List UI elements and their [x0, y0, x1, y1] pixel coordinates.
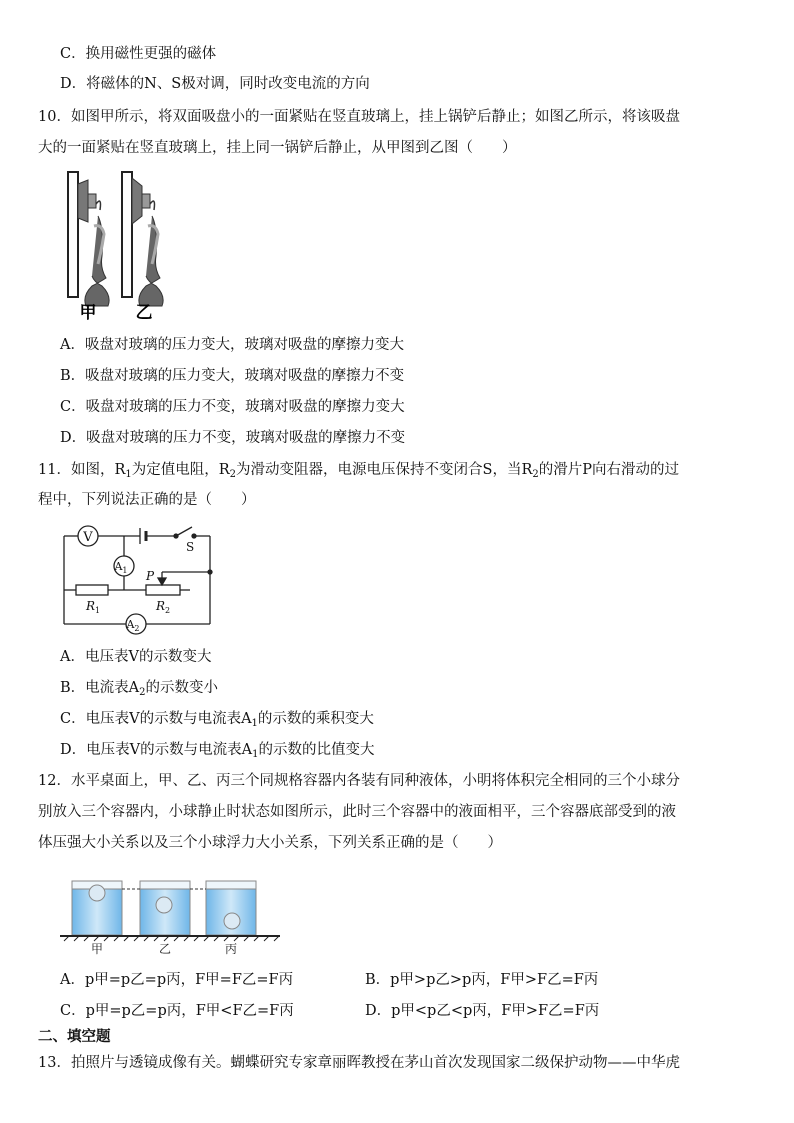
q12-option-b: B．p甲>p乙>p丙，F甲>F乙=F丙 [365, 972, 599, 988]
q10-figure-suction-cup [60, 164, 180, 326]
circuit-voltmeter-label: V [83, 530, 93, 545]
q10-stem-line2: 大的一面紧贴在竖直玻璃上，挂上同一锅铲后静止，从甲图到乙图（ ） [38, 140, 517, 156]
q11-circuit-diagram [58, 520, 218, 638]
q11-option-b: B．电流表$A_2$的示数变小 [60, 680, 219, 698]
circuit-r2-label: $R_2$ [156, 599, 171, 615]
q11-stem-line1: 11．如图，$R_1$为定值电阻，$R_2$为滑动变阻器，电源电压保持不变闭合S，当$R_2$的滑片P向右滑动的过 [38, 462, 680, 480]
q12-fig-label-bing: 丙 [224, 942, 238, 955]
q9-option-c: C．换用磁性更强的磁体 [60, 46, 217, 62]
q10-fig-label-yi: 乙 [135, 303, 153, 323]
q12-fig-label-jia: 甲 [90, 942, 104, 955]
circuit-switch-label: S [186, 540, 195, 554]
q11-stem-line2: 程中，下列说法正确的是（ ） [38, 492, 256, 508]
q12-stem-line3: 体压强大小关系以及三个小球浮力大小关系，下列关系正确的是（ ） [38, 835, 502, 851]
q10-option-a: A．吸盘对玻璃的压力变大，玻璃对吸盘的摩擦力变大 [60, 337, 404, 353]
q12-stem-line2: 别放入三个容器内，小球静止时状态如图所示，此时三个容器中的液面相平，三个容器底部受到的液 [38, 804, 676, 820]
q9-option-d: D．将磁体的N、S极对调，同时改变电流的方向 [60, 76, 370, 92]
circuit-r1-label: $R_1$ [86, 599, 101, 615]
q11-option-a: A．电压表V的示数变大 [60, 649, 212, 665]
q12-figure-containers [60, 875, 280, 955]
q13-stem-line1: 13．拍照片与透镜成像有关。蝴蝶研究专家章丽晖教授在茅山首次发现国家二级保护动物——中华虎 [38, 1055, 680, 1071]
q12-fig-label-yi: 乙 [158, 942, 172, 955]
q11-option-c: C．电压表V的示数与电流表$A_1$的示数的乘积变大 [60, 711, 374, 729]
circuit-ammeter-a1-label: $A_1$ [114, 560, 128, 575]
q10-stem-line1: 10．如图甲所示，将双面吸盘小的一面紧贴在竖直玻璃上，挂上锅铲后静止；如图乙所示，将该吸盘 [38, 109, 680, 125]
q12-option-c: C．p甲=p乙=p丙，F甲<F乙=F丙 [60, 1003, 294, 1019]
circuit-ammeter-a2-label: $A_2$ [126, 618, 140, 633]
q12-option-d: D．p甲<p乙<p丙，F甲>F乙=F丙 [365, 1003, 600, 1019]
q12-stem-line1: 12．水平桌面上，甲、乙、丙三个同规格容器内各装有同种液体，小明将体积完全相同的三个小球分 [38, 773, 680, 789]
q11-option-d: D．电压表V的示数与电流表$A_1$的示数的比值变大 [60, 742, 375, 760]
q10-option-c: C．吸盘对玻璃的压力不变，玻璃对吸盘的摩擦力变大 [60, 399, 405, 415]
section-title-fill-in: 二、填空题 [38, 1029, 111, 1045]
q10-fig-label-jia: 甲 [79, 303, 97, 323]
q12-option-a: A．p甲=p乙=p丙，F甲=F乙=F丙 [60, 972, 294, 988]
circuit-slider-label: P [146, 569, 155, 583]
q10-option-d: D．吸盘对玻璃的压力不变，玻璃对吸盘的摩擦力不变 [60, 430, 406, 446]
q10-option-b: B．吸盘对玻璃的压力变大，玻璃对吸盘的摩擦力不变 [60, 368, 405, 384]
